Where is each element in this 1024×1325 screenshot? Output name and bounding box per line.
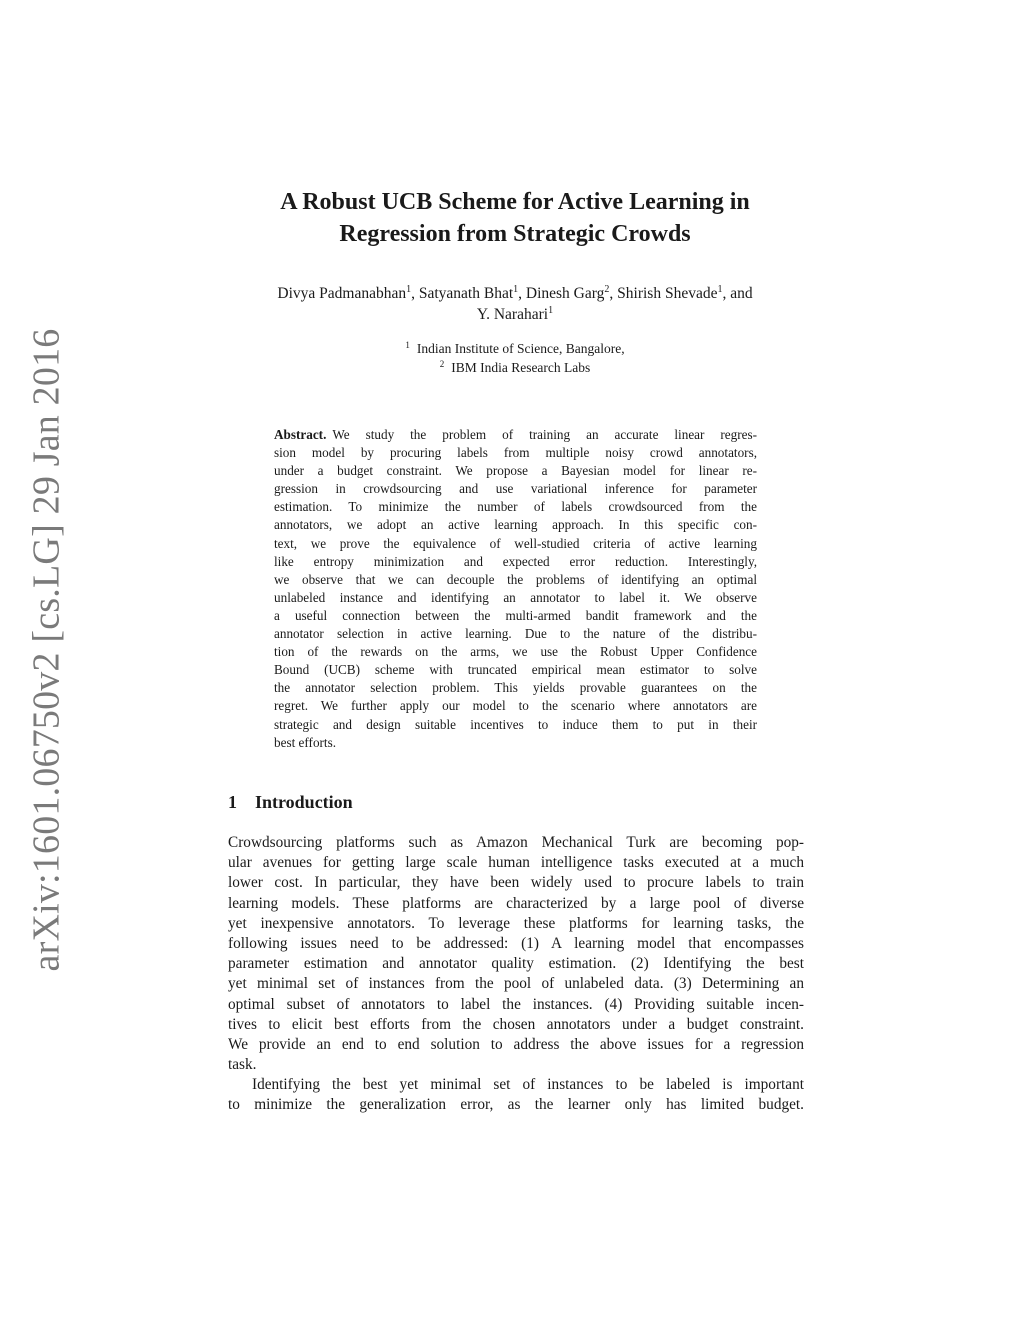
paragraph — [228, 1075, 804, 1115]
section-heading — [228, 790, 353, 814]
abstract-line: best efforts. — [274, 734, 337, 750]
body-line: task. — [228, 1056, 257, 1074]
section-title: Introduction — [255, 792, 353, 812]
author-line — [200, 283, 830, 304]
body-line: tives to elicit best efforts from the chosen annotators under a budget constraint. — [228, 1015, 804, 1033]
abstract-line-text: We study the problem of training an accurate linear regres- — [332, 427, 757, 442]
body-line: to minimize the generalization error, as the learner only has limited budget. — [228, 1096, 804, 1114]
abstract-line: a useful connection between the multi-armed bandit framework and the — [274, 607, 757, 623]
body-line: optimal subset of annotators to label the instances. (4) Providing suitable incen- — [228, 995, 804, 1013]
title-line: A Robust UCB Scheme for Active Learning in — [280, 189, 750, 215]
abstract-line: estimation. To minimize the number of labels crowdsourced from the — [274, 499, 757, 515]
affiliation-line — [200, 358, 830, 377]
author-affiliation-mark: 2 — [604, 284, 610, 295]
body-line: learning models. These platforms are characterized by a large pool of diverse — [228, 894, 804, 912]
affiliation-text: IBM India Research Labs — [451, 360, 591, 375]
abstract-line: tion of the rewards on the arms, we use the Robust Upper Confidence — [274, 644, 757, 660]
abstract-line: annotators, we adopt an active learning approach. In this specific con- — [274, 517, 757, 533]
author-name: Dinesh Garg — [525, 285, 605, 302]
author-separator: , — [518, 285, 526, 302]
abstract-line: text, we prove the equivalence of well-studied criteria of active learning — [274, 535, 757, 551]
abstract-line: regret. We further apply our model to the scenario where annotators are — [274, 698, 757, 714]
body-line: yet minimal set of instances from the pool of unlabeled data. (3) Determining an — [228, 975, 804, 993]
author-line — [200, 304, 830, 325]
body-text — [228, 833, 804, 1116]
title-line: Regression from Strategic Crowds — [339, 221, 691, 247]
body-line: Identifying the best yet minimal set of instances to be labeled is important — [252, 1076, 804, 1094]
body-line: yet inexpensive annotators. To leverage these platforms for learning tasks, the — [228, 914, 804, 932]
abstract-line: the annotator selection problem. This yields provable guarantees on the — [274, 680, 757, 696]
affiliation-list — [200, 339, 830, 377]
author-separator: , and — [722, 285, 753, 302]
body-line: Crowdsourcing platforms such as Amazon Mechanical Turk are becoming pop- — [228, 834, 804, 851]
abstract-line: strategic and design suitable incentives to induce them to put in their — [274, 716, 757, 732]
author-list — [200, 283, 830, 325]
abstract-line: sion model by procuring labels from multiple noisy crowd annotators, — [274, 445, 757, 461]
abstract-line: Bound (UCB) scheme with truncated empirical mean estimator to solve — [274, 662, 757, 678]
body-line: parameter estimation and annotator quality estimation. (2) Identifying the best — [228, 955, 804, 973]
abstract-line: like entropy minimization and expected error reduction. Interestingly, — [274, 553, 757, 569]
author-affiliation-mark: 1 — [513, 284, 519, 295]
body-line: ular avenues for getting large scale human intelligence tasks executed at a much — [228, 854, 804, 872]
author-affiliation-mark: 1 — [406, 284, 412, 295]
body-line: lower cost. In particular, they have been widely used to procure labels to train — [228, 874, 804, 892]
abstract-line: unlabeled instance and identifying an annotator to label it. We observe — [274, 589, 757, 605]
abstract-line: under a budget constraint. We propose a Bayesian model for linear re- — [274, 463, 757, 479]
author-name: Shirish Shevade — [617, 285, 718, 302]
paper-title — [200, 186, 830, 250]
abstract-line: gression in crowdsourcing and use variational inference for parameter — [274, 481, 757, 497]
author-name: Y. Narahari — [476, 306, 549, 323]
author-separator: , — [411, 285, 419, 302]
arxiv-identifier-text: arXiv:1601.06750v2 [cs.LG] 29 Jan 2016 — [25, 328, 68, 972]
paragraph — [228, 833, 804, 1075]
author-name: Divya Padmanabhan — [277, 285, 407, 302]
arxiv-identifier-stamp — [8, 328, 84, 972]
affiliation-line — [200, 339, 830, 358]
author-affiliation-mark: 1 — [717, 284, 723, 295]
affiliation-text: Indian Institute of Science, Bangalore, — [416, 341, 625, 356]
affiliation-mark: 1 — [405, 340, 410, 350]
abstract-line: annotator selection in active learning. Due to the nature of the distribu- — [274, 626, 757, 642]
body-line: We provide an end to end solution to address the above issues for a regression — [228, 1035, 804, 1053]
abstract-line: we observe that we can decouple the problems of identifying an optimal — [274, 571, 757, 587]
author-separator: , — [609, 285, 618, 302]
author-name: Satyanath Bhat — [418, 285, 514, 302]
author-affiliation-mark: 1 — [548, 305, 554, 316]
abstract-label: Abstract. — [274, 427, 327, 442]
affiliation-mark: 2 — [439, 359, 445, 369]
body-line: following issues need to be addressed: (1) A learning model that encompasses — [228, 934, 804, 952]
abstract-block — [274, 426, 757, 752]
abstract-line — [274, 426, 757, 444]
section-number: 1 — [228, 792, 237, 812]
